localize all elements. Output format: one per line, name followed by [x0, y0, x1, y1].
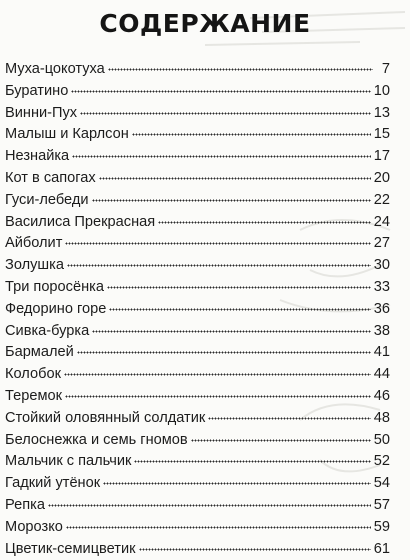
toc-entry-page: 27	[373, 235, 390, 252]
toc-entry-title: Кот в сапогах	[5, 169, 96, 186]
toc-entry-page: 38	[373, 322, 390, 339]
toc-entry-title: Василиса Прекрасная	[5, 213, 156, 230]
toc-entry-title: Морозко	[5, 518, 63, 535]
toc-entry-page: 17	[373, 148, 390, 165]
toc-entry	[5, 473, 390, 495]
toc-entry-page: 50	[373, 431, 390, 448]
toc-entry-title: Золушка	[5, 257, 64, 274]
toc-entry	[5, 364, 390, 386]
dot-leader	[109, 308, 370, 311]
dot-leader	[64, 373, 371, 376]
toc-entry-page: 52	[373, 453, 390, 470]
dot-leader	[48, 504, 371, 507]
dot-leader	[99, 177, 371, 180]
toc-entry	[5, 408, 390, 430]
toc-entry-page: 33	[373, 278, 390, 295]
toc-entry-page: 7	[381, 61, 390, 77]
toc-entry-title: Репка	[5, 496, 45, 513]
toc-entry-page: 22	[373, 191, 390, 208]
toc-entry	[5, 255, 390, 277]
toc-entry	[5, 495, 390, 517]
toc-entry	[5, 103, 390, 125]
page-title: СОДЕРЖАНИЕ	[99, 9, 311, 38]
toc-entry-page: 15	[373, 126, 390, 143]
toc-entry-title: Незнайка	[5, 148, 70, 165]
toc-entry-title: Белоснежка и семь гномов	[5, 431, 188, 448]
toc-entry	[5, 451, 390, 473]
dot-leader	[108, 68, 373, 71]
toc-entry-page: 41	[373, 344, 390, 361]
toc-entry	[5, 233, 390, 255]
toc-entry	[5, 321, 390, 343]
toc-entry-title: Бармалей	[5, 344, 74, 361]
dot-leader	[139, 548, 371, 551]
toc-entry	[5, 430, 390, 452]
dot-leader	[92, 199, 371, 202]
dot-leader	[66, 526, 371, 529]
dot-leader	[71, 90, 370, 93]
toc-entry-page: 10	[373, 82, 390, 99]
toc-entry-title: Айболит	[5, 235, 63, 252]
toc-entry	[5, 299, 390, 321]
toc-entry	[5, 168, 390, 190]
toc-entry-title: Федорино горе	[5, 300, 107, 317]
toc-entry-title: Колобок	[5, 366, 61, 383]
dot-leader	[72, 155, 371, 158]
dot-leader	[77, 351, 371, 354]
toc-entry-page: 54	[373, 475, 390, 492]
toc-entry-title: Три поросёнка	[5, 278, 104, 295]
dot-leader	[65, 242, 370, 245]
toc-entry-page: 44	[373, 366, 390, 383]
toc-entry-page: 57	[373, 496, 390, 513]
toc-entry-page: 48	[373, 409, 390, 426]
toc-entry	[5, 386, 390, 408]
dot-leader	[65, 395, 371, 398]
dot-leader	[103, 482, 371, 485]
toc-entry	[5, 342, 390, 364]
toc-entry-title: Буратино	[5, 82, 69, 99]
dot-leader	[80, 112, 371, 115]
toc-entry	[5, 59, 390, 81]
toc-entry-page: 59	[373, 518, 390, 535]
toc-entry	[5, 212, 390, 234]
toc-entry	[5, 124, 390, 146]
dot-leader	[208, 417, 370, 420]
toc-entry-title: Гадкий утёнок	[5, 475, 101, 492]
table-of-contents	[5, 59, 390, 560]
dot-leader	[92, 330, 371, 333]
toc-entry-title: Мальчик с пальчик	[5, 453, 132, 470]
toc-entry-title: Сивка-бурка	[5, 322, 90, 339]
toc-entry	[5, 517, 390, 539]
dot-leader	[67, 264, 371, 267]
toc-entry	[5, 190, 390, 212]
toc-entry-title: Теремок	[5, 387, 62, 404]
toc-entry-title: Винни-Пух	[5, 104, 78, 121]
dot-leader	[134, 460, 370, 463]
dot-leader	[132, 133, 371, 136]
toc-entry	[5, 146, 390, 168]
toc-entry	[5, 81, 390, 103]
toc-entry-title: Гуси-лебеди	[5, 191, 89, 208]
toc-entry-page: 61	[373, 540, 390, 557]
toc-entry-page: 36	[373, 300, 390, 317]
toc-entry	[5, 539, 390, 560]
toc-entry-title: Муха-цокотуха	[5, 61, 105, 77]
toc-entry-title: Малыш и Карлсон	[5, 126, 129, 143]
toc-entry-page: 24	[373, 213, 390, 230]
toc-entry-title: Цветик-семицветик	[5, 540, 136, 557]
toc-entry-page: 46	[373, 387, 390, 404]
toc-entry-page: 20	[373, 169, 390, 186]
toc-entry-title: Стойкий оловянный солдатик	[5, 409, 206, 426]
toc-entry	[5, 277, 390, 299]
toc-entry-page: 13	[373, 104, 390, 121]
dot-leader	[191, 439, 371, 442]
dot-leader	[107, 286, 371, 289]
dot-leader	[158, 221, 371, 224]
toc-entry-page: 30	[373, 257, 390, 274]
